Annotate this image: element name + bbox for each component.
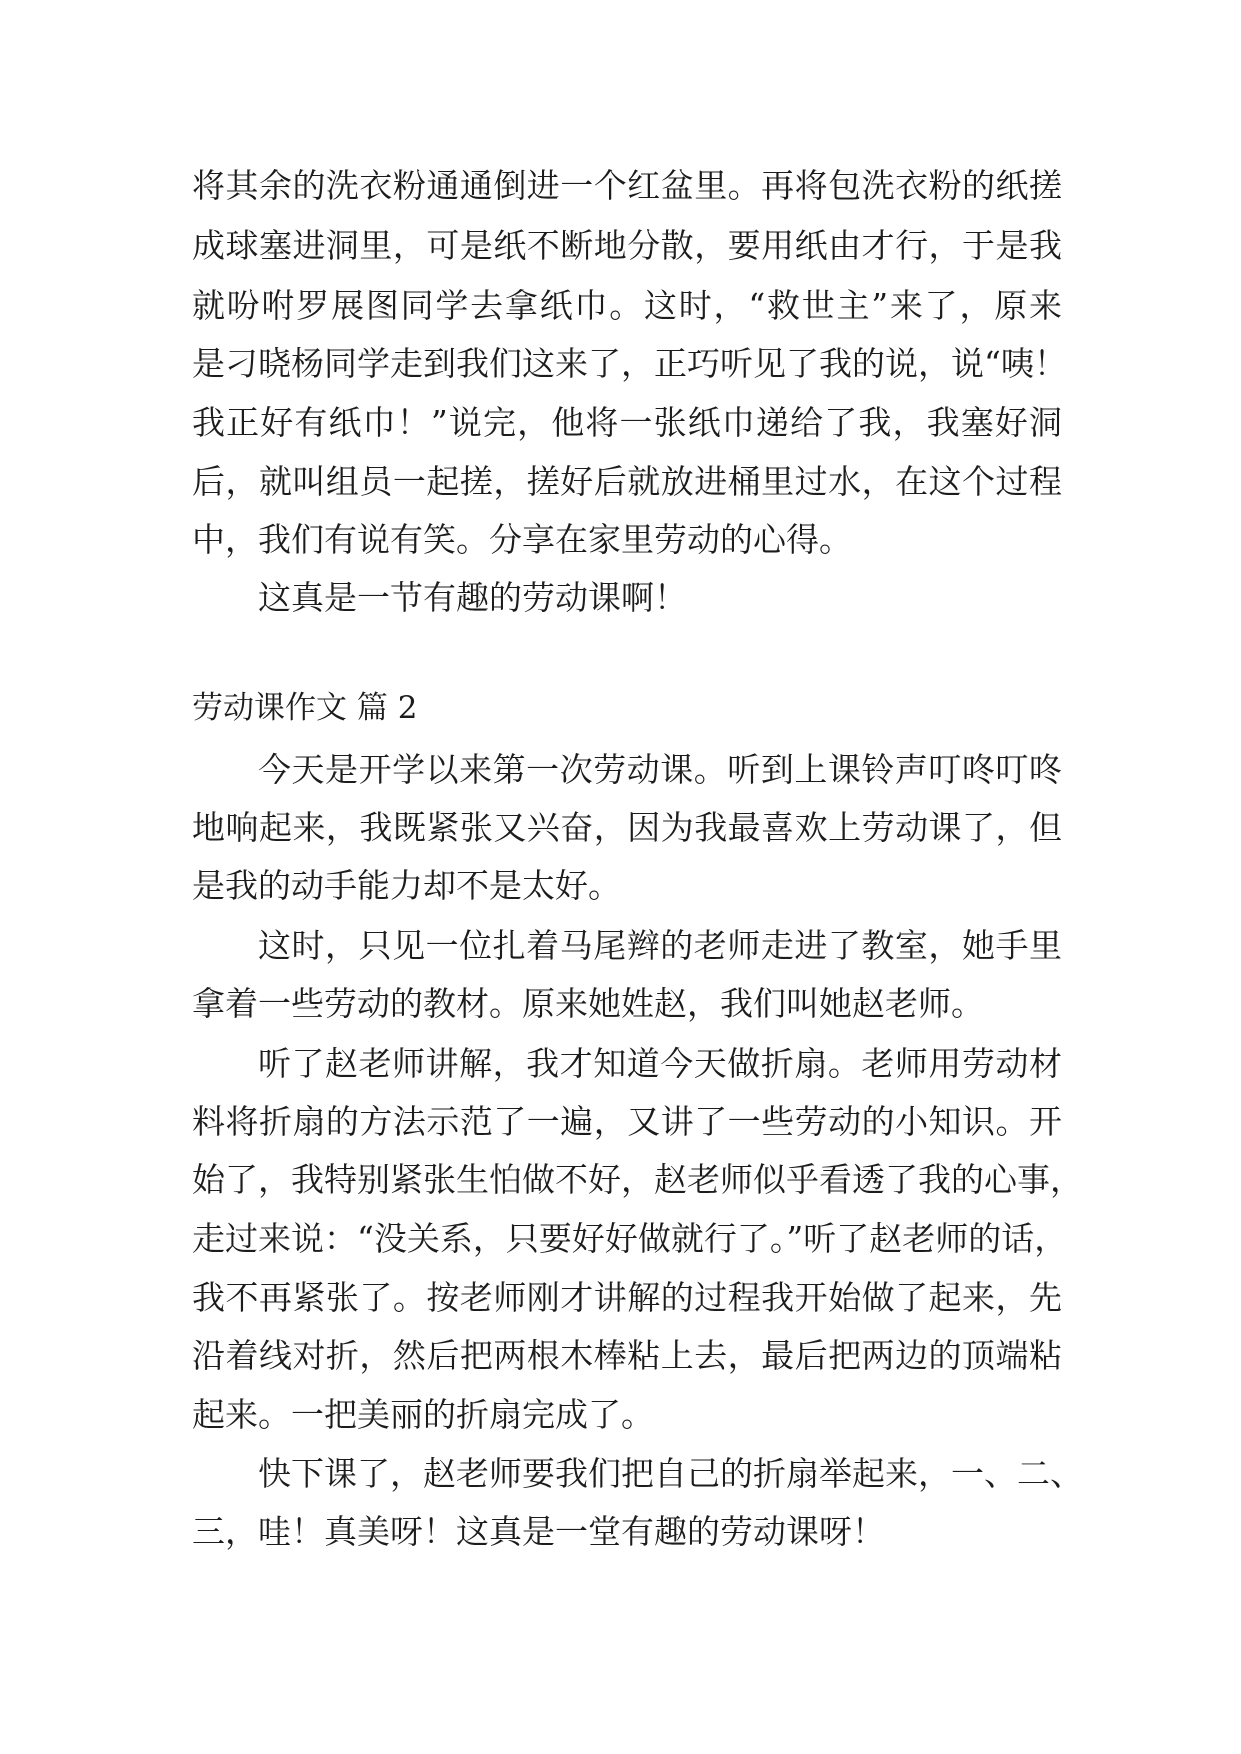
body-text-line: 将其余的洗衣粉通通倒进一个红盆里。再将包洗衣粉的纸搓: [192, 166, 1062, 205]
body-text-line: 快下课了，赵老师要我们把自己的折扇举起来，一、二、: [258, 1454, 1083, 1493]
body-text-line: 后，就叫组员一起搓，搓好后就放进桶里过水，在这个过程: [192, 462, 1062, 501]
body-text-line: 沿着线对折，然后把两根木棒粘上去，最后把两边的顶端粘: [192, 1336, 1062, 1375]
body-text-line: 今天是开学以来第一次劳动课。听到上课铃声叮咚叮咚: [258, 750, 1062, 789]
body-text-line: 走过来说：“没关系，只要好好做就行了。”听了赵老师的话，: [192, 1219, 1068, 1258]
body-text-line: 地响起来，我既紧张又兴奋，因为我最喜欢上劳动课了，但: [192, 808, 1062, 847]
body-text-line: 中，我们有说有笑。分享在家里劳动的心得。: [192, 520, 852, 559]
body-text-line: 始了，我特别紧张生怕做不好，赵老师似乎看透了我的心事，: [192, 1160, 1083, 1199]
body-text-line: 我正好有纸巾！”说完，他将一张纸巾递给了我，我塞好洞: [192, 403, 1062, 442]
body-text-line: 是我的动手能力却不是太好。: [192, 866, 621, 905]
body-text-line: 拿着一些劳动的教材。原来她姓赵，我们叫她赵老师。: [192, 984, 984, 1023]
body-text-line: 成球塞进洞里，可是纸不断地分散，要用纸由才行，于是我: [192, 226, 1062, 265]
body-text-line: 听了赵老师讲解，我才知道今天做折扇。老师用劳动材: [258, 1044, 1062, 1083]
body-text-line: 料将折扇的方法示范了一遍，又讲了一些劳动的小知识。开: [192, 1102, 1062, 1141]
body-text-line: 是刁晓杨同学走到我们这来了，正巧听见了我的说，说“咦！: [192, 344, 1067, 383]
body-text-line: 我不再紧张了。按老师刚才讲解的过程我开始做了起来，先: [192, 1278, 1062, 1317]
closing-line: 这真是一节有趣的劳动课啊！: [258, 578, 687, 617]
body-text-line: 这时，只见一位扎着马尾辫的老师走进了教室，她手里: [258, 926, 1062, 965]
body-text-line: 起来。一把美丽的折扇完成了。: [192, 1395, 654, 1434]
body-text-line: 就吩咐罗展图同学去拿纸巾。这时，“救世主”来了，原来: [192, 286, 1062, 325]
section-heading: 劳动课作文 篇 2: [192, 690, 418, 726]
body-text-line: 三，哇！真美呀！这真是一堂有趣的劳动课呀！: [192, 1512, 885, 1551]
